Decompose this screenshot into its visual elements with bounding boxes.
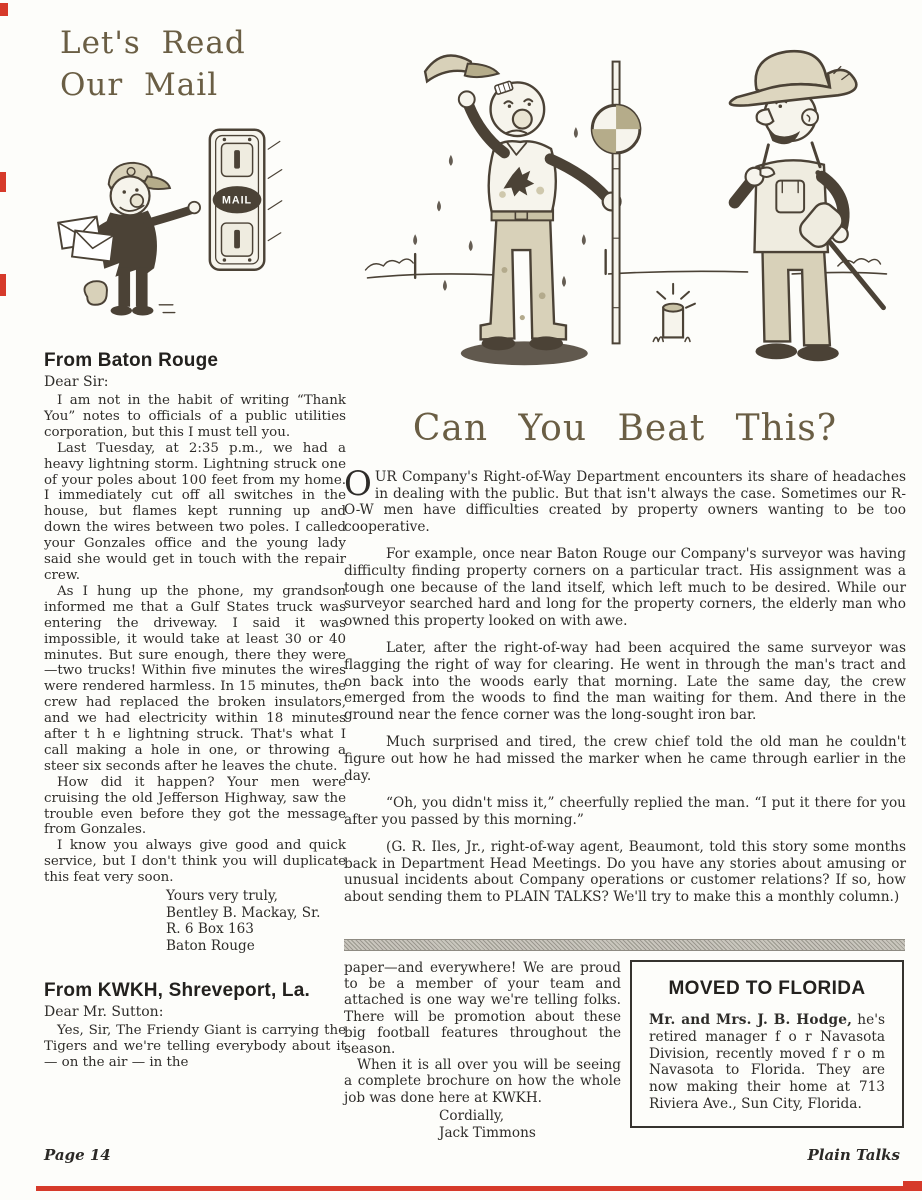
article-paragraph-dropcap [344,464,906,535]
article-paragraph-text: UR Company's Right-of-Way Department encounters its share of headaches in dealing with the public. But that isn't always the case. Sometimes our R-O-W men have difficulties created by property owners wanting to be too cooperative. [344,469,906,535]
letter-closing: Yours very truly, [166,888,279,905]
feature-headline: Can You Beat This? [412,408,838,449]
salutation: Dear Sir: [44,374,109,390]
moved-to-florida-box [630,960,904,1128]
letter-paragraph: Last Tuesday, at 2:35 p.m., we had a heavy lightning storm. Lightning struck one of your poles about 100 feet from my home. I immediately cut off all switches in the house, but flames kept running up and down the wires between two poles. I called your Gonzales office and the young lady said she would get in touch with the repair crew. [44,440,346,583]
red-edge-mark [0,172,6,192]
letter-closing: Cordially, [439,1107,505,1124]
red-edge-mark [903,1181,922,1191]
signature-city: Baton Rouge [166,937,255,954]
page-number: Page 14 [44,1146,111,1164]
lets-read-our-mail-title [60,22,346,106]
red-bottom-rule [36,1186,922,1191]
kwkh-letter-continuation [344,960,621,1142]
letter-paragraph: I know you always give good and quick service, but I don't think you will duplicate this feat very soon. [44,838,346,886]
red-edge-mark [0,3,8,16]
letter-paragraph: I am not in the habit of writing “Thank You” notes to officials of a public utilities corporation, but this I must tell you. [44,393,346,440]
mailman-at-mailbox-illustration [46,120,290,332]
right-column [344,10,906,917]
signature-block [439,1108,621,1142]
box-body-text: he's retired manager f o r Navasota Division, recently moved f r o m Navasota to Florida. They are now making their home at 713 Riviera Ave., Sun City, Florida. [649,1012,885,1112]
drop-cap: O [344,464,372,504]
title-line-2: Our Mail [60,67,219,103]
article-paragraph: Much surprised and tired, the crew chief told the old man he couldn't figure out how he had missed the marker when he came through earlier in the day. [344,734,906,784]
left-column [44,22,346,1071]
signature-address: R. 6 Box 163 [166,921,254,938]
salutation: Dear Mr. Sutton: [44,1004,164,1021]
article-paragraph: “Oh, you didn't miss it,” cheerfully replied the man. “I put it there for you after you passed by this morning.” [344,795,906,828]
box-heading: MOVED TO FLORIDA [668,978,866,999]
article-paragraph: Later, after the right-of-way had been acquired the same surveyor was flagging the right of way for clearing. He went in through the man's tract and on back into the woods early that morning. Late the same day, the crew emerged from the woods to find the man waiting for them. And there in the ground near the fence corner was the long-sought iron bar. [344,640,906,723]
box-bold-lead: Mr. and Mrs. J. B. Hodge, [649,1012,853,1028]
red-edge-mark [0,274,6,296]
letter-paragraph: Yes, Sir, The Friendy Giant is carrying the Tigers and we're telling everybody about it — on the air — in the [44,1023,346,1071]
hatched-divider-rule [344,939,905,951]
mailbox-mail-label: MAIL [222,194,253,207]
section-heading-kwkh: From KWKH, Shreveport, La. [44,980,310,1002]
publication-name: Plain Talks [807,1146,900,1164]
signature-block [166,888,346,954]
surveyor-and-farmer-cartoon-illustration [352,10,900,392]
letter-paragraph: How did it happen? Your men were cruising the old Jefferson Highway, saw the trouble even before they got the message from Gonzales. [44,774,346,838]
box-body [649,1012,885,1113]
letter-paragraph: As I hung up the phone, my grandson informed me that a Gulf States truck was entering the driveway. I said it was impossible, it would take at least 30 or 40 minutes. But sure enough, there they were—two trucks! Within five minutes the wires were rendered harmless. In 15 minutes, the crew had replaced the broken insulators, and we had electricity within 18 minutes after t h e lightning struck. That's what I call making a hole in one, or throwing a steer six seconds after he leaves the chute. [44,583,346,774]
letter-paragraph: When it is all over you will be seeing a complete brochure on how the whole job was done here at KWKH. [344,1057,621,1106]
article-paragraph: (G. R. Iles, Jr., right-of-way agent, Beaumont, told this story some months back in Department Head Meetings. Do you have any stories about amusing or unusual incidents about Company operations or customer relations? If so, how about sending them to PLAIN TALKS? We'll try to make this a monthly column.) [344,839,906,906]
signature-name: Bentley B. Mackay, Sr. [166,904,321,921]
title-line-1: Let's Read [60,25,246,61]
signature-name: Jack Timmons [439,1124,536,1141]
letter-paragraph: paper—and everywhere! We are proud to be a member of your team and attached is one way we're telling folks. There will be promotion about these big football features throughout the season. [344,960,621,1058]
section-heading-baton-rouge: From Baton Rouge [44,350,219,371]
article-paragraph: For example, once near Baton Rouge our Company's surveyor was having difficulty finding property corners on a particular tract. His assignment was a tough one because of the land itself, which left much to be desired. While our surveyor searched hard and long for the property corners, the elderly man who owned this property looked on with awe. [344,546,906,629]
